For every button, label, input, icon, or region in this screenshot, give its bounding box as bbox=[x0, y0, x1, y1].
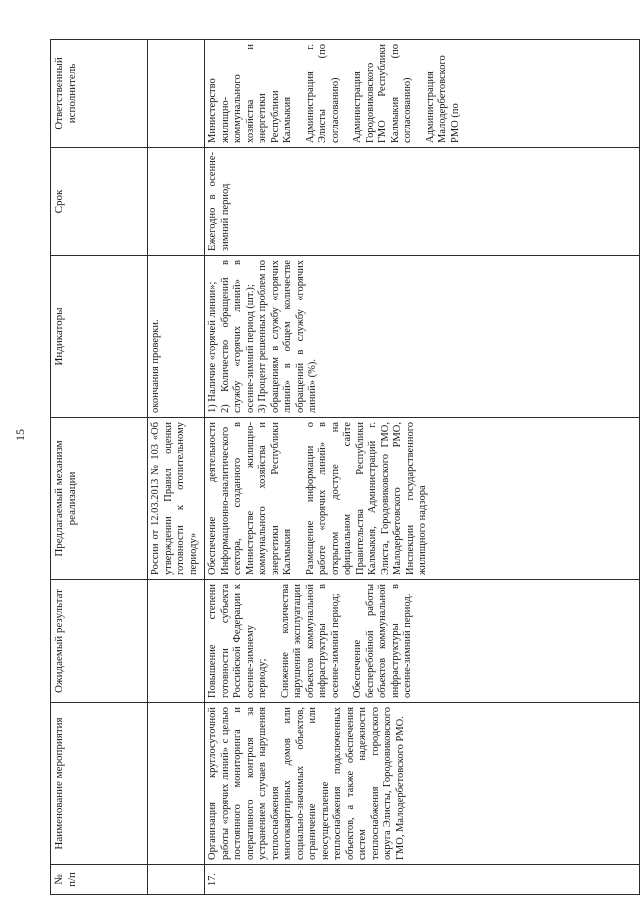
cell-indicators: окончания проверки. bbox=[148, 256, 205, 418]
header-mechanism: Предлагаемый механизм реализации bbox=[51, 418, 148, 580]
cell-result bbox=[148, 580, 205, 703]
rotated-table-wrapper bbox=[50, 40, 640, 895]
result-item: Обеспечение бесперебойной работы объектов коммунальной инфраструктуры в осенне-зимний период. bbox=[352, 584, 413, 698]
result-item: Снижение количества нарушений эксплуатации объектов коммунальной инфраструктуры в осенне-зимний период; bbox=[279, 584, 341, 698]
cell-mechanism bbox=[205, 418, 640, 580]
header-term: Срок bbox=[51, 148, 148, 256]
cell-responsible bbox=[205, 40, 640, 148]
cell-num: 17. bbox=[205, 865, 640, 895]
cell-responsible bbox=[148, 40, 205, 148]
header-responsible: Ответственный исполнитель bbox=[51, 40, 148, 148]
term-text: Ежегодно в осенне-зимний период bbox=[207, 152, 231, 251]
cell-mechanism bbox=[148, 418, 205, 580]
mechanism-text: России от 12.03.2013 № 103 «Об утверждении Правил оценки готовности к отопительному периоду» bbox=[150, 422, 199, 575]
cell-term bbox=[205, 148, 640, 256]
cell-indicators bbox=[205, 256, 640, 418]
indicators-text: 1) Наличие «горячей линии»; 2) Количество обращений в службу «горячих линий» в осенне-зимний период (шт.); 3) Процент решенных проблем по обращениям в службу «горячих линий» в общем количестве обращений в службу «горячих линий» (%). bbox=[207, 260, 318, 413]
measure-name-text: Организация круглосуточной работы «горячих линий» с целью постоянного мониторинга и оперативного контроля за устранением случаев нарушения теплоснабжения многоквартирных домов или социально-значимых объектов, ограничение или неосуществление теплоснабжения подключенных объектов, а также обеспечения систем надежности теплоснабжения городского округа Элисты, Городовиковского ГМО, Малодербетовского РМО. bbox=[207, 707, 406, 860]
cell-name bbox=[205, 703, 640, 865]
result-item: Повышение степени готовности субъекта Российской Федерации к осенне-зимнему периоду; bbox=[207, 584, 268, 698]
cell-num bbox=[148, 865, 205, 895]
table-row bbox=[148, 40, 205, 895]
header-name: Наименование мероприятия bbox=[51, 703, 148, 865]
responsible-item: Администрация г. Элисты (по согласованию) bbox=[304, 44, 341, 143]
mechanism-item: Размещение информации о работе «горячих линий» в открытом доступе на официальном сайте Правительства Республики Калмыкия, Администраций г. Элиста, Городовиковского ГМО, Малодербетовского РМО, Инспекции государственного жилищного надзора bbox=[304, 422, 428, 575]
cell-name bbox=[148, 703, 205, 865]
mechanism-item: Обеспечение деятельности Информационно-аналитического сектора, созданного в Министерстве жилищно-коммунального хозяйства и энергетики Республики Калмыкия bbox=[207, 422, 293, 575]
responsible-item: Администрация Городовиковского ГМО Республики Калмыкия (по согласованию) bbox=[352, 44, 413, 143]
table-row bbox=[205, 40, 640, 895]
header-result: Ожидаемый результат bbox=[51, 580, 148, 703]
header-indicators: Индикаторы bbox=[51, 256, 148, 418]
table-header-row bbox=[51, 40, 148, 895]
measures-table bbox=[50, 39, 640, 895]
rotated-page bbox=[50, 40, 640, 895]
header-num: № п/п bbox=[51, 865, 148, 895]
cell-term bbox=[148, 148, 205, 256]
cell-result bbox=[205, 580, 640, 703]
page-number: 15 bbox=[13, 429, 27, 441]
responsible-item: Министерство жилищно-коммунального хозяйства и энергетики Республики Калмыкия bbox=[207, 44, 293, 143]
responsible-item: Администрация Малодербетовского РМО (по bbox=[424, 55, 461, 143]
